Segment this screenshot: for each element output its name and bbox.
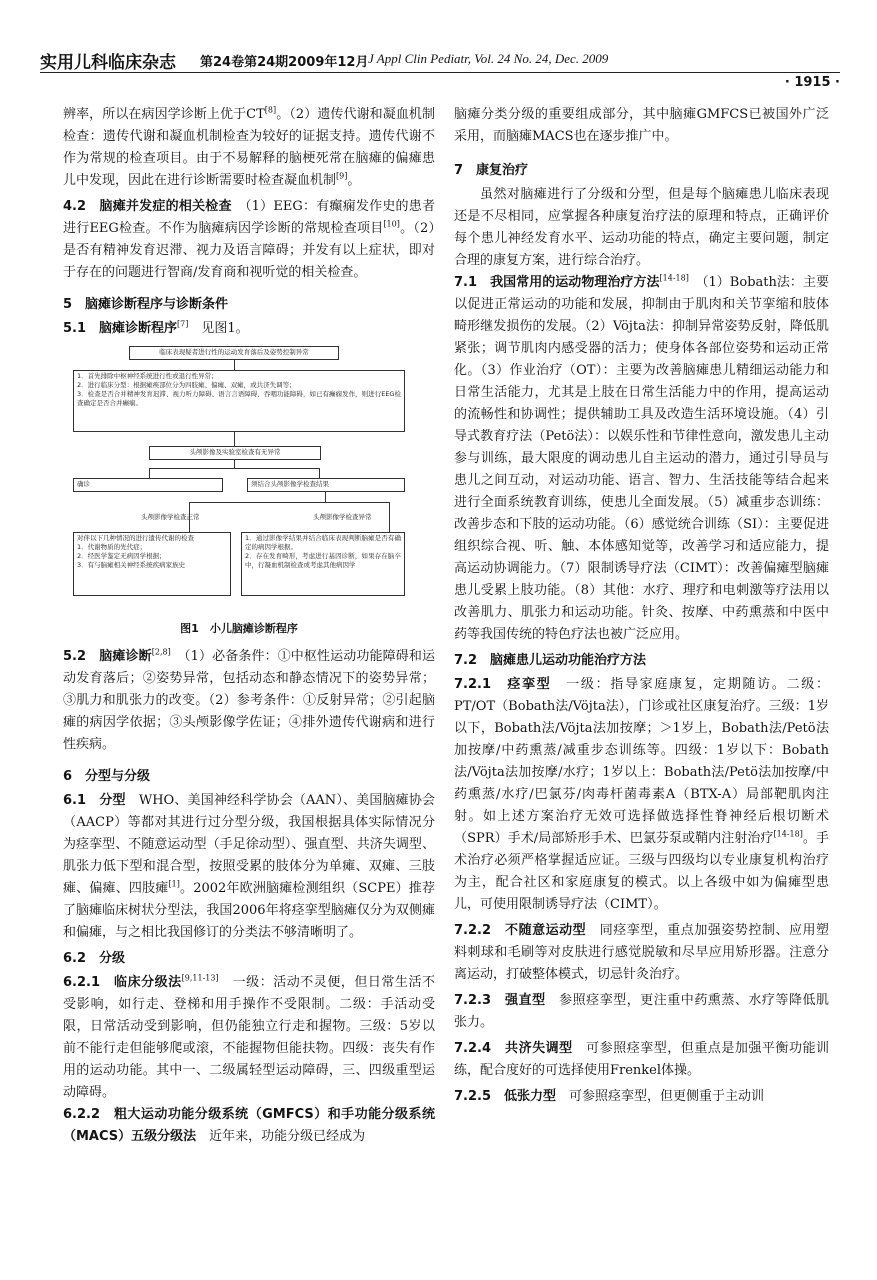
flow-diagnosis-box: 确诊 [73,478,223,492]
citation: [10] [383,219,400,229]
left-column [63,104,435,1148]
figure-caption: 图1 小儿脑瘫诊断程序 [180,622,298,635]
section-7-2-3: 7.2.3 强直型 参照痉挛型，更注重中药熏蒸、水疗等降低肌张力。 [454,993,829,1030]
flow-label-abnormal: 头颅影像学检查异常 [313,513,372,521]
right-column [454,104,829,1108]
citation: [14-18] [773,829,803,839]
section-heading: 6.2 分级 [63,951,126,966]
section-6-2-2: 6.2.2 粗大运动功能分级系统（GMFCS）和手功能分级系统（MACS）五级分级法 近年来，功能分级已经成为 [63,1107,435,1144]
page-number: · 1915 · [784,75,840,90]
section-heading: 5 脑瘫诊断程序与诊断条件 [63,297,229,312]
flow-imaging-box: 头颅影像及实验室检查有无异常 [149,446,321,460]
section-5-2: 5.2 脑瘫诊断[2,8] （1）必备条件：①中枢性运动功能障碍和运动发育落后；②姿势异常，包括动态和静态情况下的姿势异常；③肌力和肌张力的改变。（2）参考条件：①反射异常；②引起脑瘫的病因学依据；③头颅影像学佐证；④排外遗传代谢病和进行性疾病。 [63,647,435,752]
volume-issue-cn: 第24卷第24期2009年12月 [200,55,369,70]
journal-title: 实用儿科临床杂志 [40,53,176,73]
flow-top-box: 临床表现疑者进行性的运动发育落后及姿势控制异常 [129,346,339,360]
flow-steps-box: 1．首先排除中枢神经系统进行性或退行性异常； 2．进行临床分型：根据瘫痪部位分为四肢瘫、偏瘫、双瘫，或共济失调等； 3．检查是否合并精神发育迟滞、视力听力障碍、语言言语障碍、吞咽功能障碍，如已有癫痫发作，则进行EEG检查确定是否合并癫痫。 [73,370,405,432]
figure-1-flowchart [69,346,409,644]
citation: [8] [264,105,277,115]
citation: [1] [168,879,180,889]
section-heading: 7.2 脑瘫患儿运动功能治疗方法 [454,653,647,668]
header-rule [40,72,840,73]
section-5-1: 5.1 脑瘫诊断程序[7] 见图1。 [63,319,249,336]
section-heading: 6 分型与分级 [63,769,151,784]
flow-etiology-box: 1．通过影像学结果并结合临床表现判断脑瘫是否有确定的病因学根据。 2．存在发育畸形，考虑进行基因诊断，如果存在脑卒中，行凝血机制检查或考虑其他病因学 [241,532,405,596]
running-header [40,48,840,90]
citation: [14-18] [659,273,689,283]
section-7-1: 7.1 我国常用的运动物理治疗方法[14-18] （1）Bobath法：主要以促进正常运动的功能和发展，抑制由于肌肉和关节挛缩和肢体畸形继发损伤的发展。（2）Vöjta法：抑制异常姿势反射，降低肌紧张；调节肌肉内感受器的活力；使身体各部位姿势和运动正常化。（3）作业治疗（OT）：主要为改善脑瘫患儿精细运动能力和日常生活能力，尤其是上肢在日常生活能力中的作用，提高运动的流畅性和协调性；提供辅助工具及改造生活环境设施。（4）引导式教育疗法（Petö法）：以娱乐性和节律性意向，激发患儿主动参与训练，最大限度的调动患儿自主运动的潜力，通过引导员与患儿之间互动，对运动功能、语言、智力、生活技能等结合起来进行全面系统教育训练，使患儿全面发展。（5）减重步态训练：改善步态和下肢的运动功能。（6）感觉统合训练（SI）：主要促进组织综合视、听、触、本体感知觉等，改善学习和适应能力，提高运动协调能力。（7）限制诱导疗法（CIMT）：改善偏瘫型脑瘫患儿受累上肢功能。（8）其他：水疗、理疗和电刺激等疗法用以改善肌力、肌张力和运动功能。针灸、按摩、中药熏蒸和中医中药等我国传统的特色疗法也被广泛应用。 [454,273,829,642]
section-7-2-5: 7.2.5 低张力型 可参照痉挛型，但更侧重于主动训 [454,1089,765,1104]
section-7-2-1: 7.2.1 痉挛型 一级：指导家庭康复，定期随访。二级：PT/OT（Bobath法/Vöjta法），门诊或社区康复治疗。三级：1岁以下，Bobath法/Vöjta法加按摩；＞1岁上，Bobath法/Petö法加按摩/中药熏蒸/减重步态训练等。四级：1岁以下：Bobath法/Vöjta法加按摩/水疗；1岁以上：Bobath法/Petö法加按摩/中药熏蒸/水疗/巴氯芬/肉毒杆菌毒素A（BTX-A）局部靶肌肉注射。如上述方案治疗无效可选择做选择性脊神经后根切断术（SPR）手术/局部矫形手术、巴氯芬泵或鞘内注射治疗[14-18]。手术治疗必须严格掌握适应证。三级与四级均以专业康复机构治疗为主，配合社区和家庭康复的模式。以上各级中如为偏瘫型患儿，可使用限制诱导疗法（CIMT）。 [454,677,829,912]
section-7-2-4: 7.2.4 共济失调型 可参照痉挛型，但重点是加强平衡功能训练，配合度好的可选择使用Frenkel体操。 [454,1041,829,1078]
flow-combine-box: 须结合头颅影像学检查结果 [247,478,405,492]
paragraph: 辨率，所以在病因学诊断上优于CT[8]。（2）遗传代谢和凝血机制检查：遗传代谢和凝血机制检查为较好的证据支持。遗传代谢不作为常规的检查项目。由于不易解释的脑梗死常在脑瘫的偏瘫患儿中发现，因此在进行诊断需要时检查凝血机制[9]。 [63,105,435,188]
section-4-2: 4.2 脑瘫并发症的相关检查 （1）EEG：有癫痫发作史的患者进行EEG检查。不作为脑瘫病因学诊断的常规检查项目[10]。（2）是否有精神发育迟滞、视力及语言障碍；并发有以上症状，即对于存在的问题进行智商/发育商和视听觉的相关检查。 [63,199,435,280]
citation: [7] [177,319,189,329]
section-heading: 4.2 脑瘫并发症的相关检查 [63,199,232,214]
section-7-2-2: 7.2.2 不随意运动型 同痉挛型，重点加强姿势控制、应用塑料刺球和毛刷等对皮肤进行感觉脱敏和尽早应用矫形器。注意分离运动，打破整体模式，切忌针灸治疗。 [454,923,829,982]
citation: [2,8] [151,647,171,657]
section-6-2-1: 6.2.1 临床分级法[9,11-13] 一级：活动不灵便，但日常生活不受影响，如行走、登梯和用手操作不受限制。二级：手活动受限，日常活动受到影响，但仍能独立行走和握物。三级：5岁以前不能行走但能够爬或滚，不能握物但能扶物。四级：丧失有作用的运动功能。其中一、二级属轻型运动障碍，三、四级重型运动障碍。 [63,973,435,1100]
citation: [9,11-13] [181,973,219,983]
flow-genetic-box: 对伴以下几种情况的进行遗传代谢的检查 1．代谢物质的先代症； 2．经医学鉴定无病因学根据； 3．有与脑瘫相关神经系统疾病家族史 [73,532,231,596]
paragraph: 脑瘫分类分级的重要组成部分，其中脑瘫GMFCS已被国外广泛采用，而脑瘫MACS也在逐步推广中。 [454,107,829,144]
journal-citation-en: J Appl Clin Pediatr, Vol. 24 No. 24, Dec. 2009 [368,51,609,66]
flow-label-normal: 头颅影像学检查正常 [141,513,200,521]
citation: [9] [336,171,348,181]
section-heading: 7 康复治疗 [454,163,529,178]
paragraph: 虽然对脑瘫进行了分级和分型，但是每个脑瘫患儿临床表现还是不尽相同，应掌握各种康复治疗法的原理和特点，正确评价每个患儿神经发育水平、运动功能的特点，确定主要问题，制定合理的康复方案，进行综合治疗。 [454,187,829,268]
section-6-1: 6.1 分型 WHO、美国神经科学协会（AAN）、美国脑瘫协会（AACP）等都对其进行过分型分级，我国根据具体实际情况分为痉挛型、不随意运动型（手足徐动型）、强直型、共济失调型、肌张力低下型和混合型，按照受累的肢体分为单瘫、双瘫、三肢瘫、偏瘫、四肢瘫[1]。2002年欧洲脑瘫检测组织（SCPE）推荐了脑瘫临床树状分型法，我国2006年将痉挛型脑瘫仅分为双侧瘫和偏瘫，与之相比我国修订的分类法不够清晰明了。 [63,793,435,940]
